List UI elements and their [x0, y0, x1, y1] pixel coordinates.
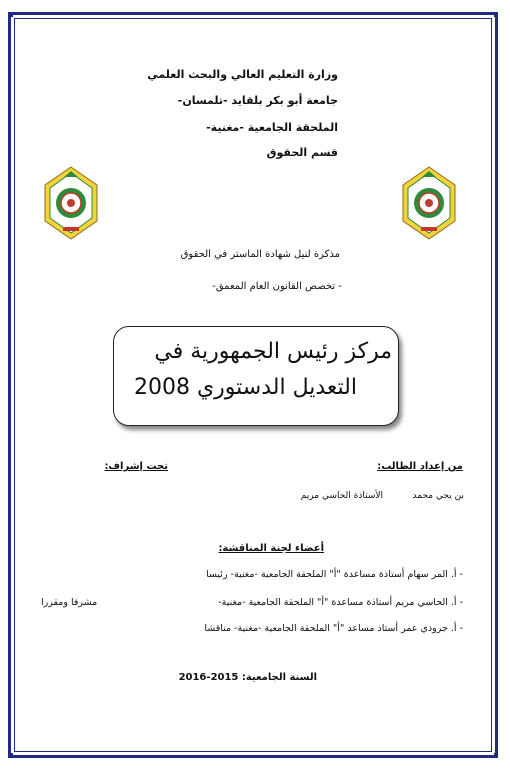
- annex-name: الملحقة الجامعية -مغنية-: [206, 121, 338, 134]
- student-label: من إعداد الطالب:: [377, 461, 463, 472]
- university-name: جامعة أبو بكر بلقايد -تلمسان-: [177, 94, 338, 107]
- academic-year: السنة الجامعية: 2015-2016: [178, 672, 317, 683]
- ministry-name: وزارة التعليم العالي والبحث العلمي: [147, 68, 338, 81]
- supervisor-name: الأستاذة الحاسي مريم: [300, 491, 383, 501]
- committee-member: - أ. الحاسي مريم أستاذة مساعدة "أ" الملحقة الجامعية -مغنية-: [218, 597, 463, 608]
- corner-dot: [10, 753, 13, 756]
- thesis-title-line2: التعديل الدستوري 2008: [133, 375, 357, 400]
- committee-member: - أ. جرودي عمر أستاذ مساعد "أ" الملحقة الجامعية -مغنية- مناقشا: [204, 623, 463, 634]
- university-emblem-icon: [400, 165, 458, 241]
- committee-member: - أ. المر سهام أستاذة مساعدة "أ" الملحقة الجامعية -مغنية- رئيسا: [206, 569, 463, 580]
- corner-dot: [494, 14, 497, 17]
- committee-member-role: مشرفا ومقررا: [41, 597, 98, 608]
- committee-label: أعضاء لجنة المناقشة:: [218, 543, 324, 554]
- thesis-title-line1: مركز رئيس الجمهورية في: [154, 339, 392, 364]
- student-name: بن يحي محمد: [412, 491, 464, 501]
- supervisor-label: تحت إشراف:: [104, 461, 168, 472]
- memo-specialty: - تخصص القانون العام المعمق-: [212, 281, 342, 292]
- corner-dot: [10, 14, 13, 17]
- department-name: قسم الحقوق: [266, 146, 338, 159]
- memo-purpose: مذكرة لنيل شهادة الماستر في الحقوق: [180, 249, 340, 260]
- corner-dot: [494, 753, 497, 756]
- university-emblem-icon: [42, 165, 100, 241]
